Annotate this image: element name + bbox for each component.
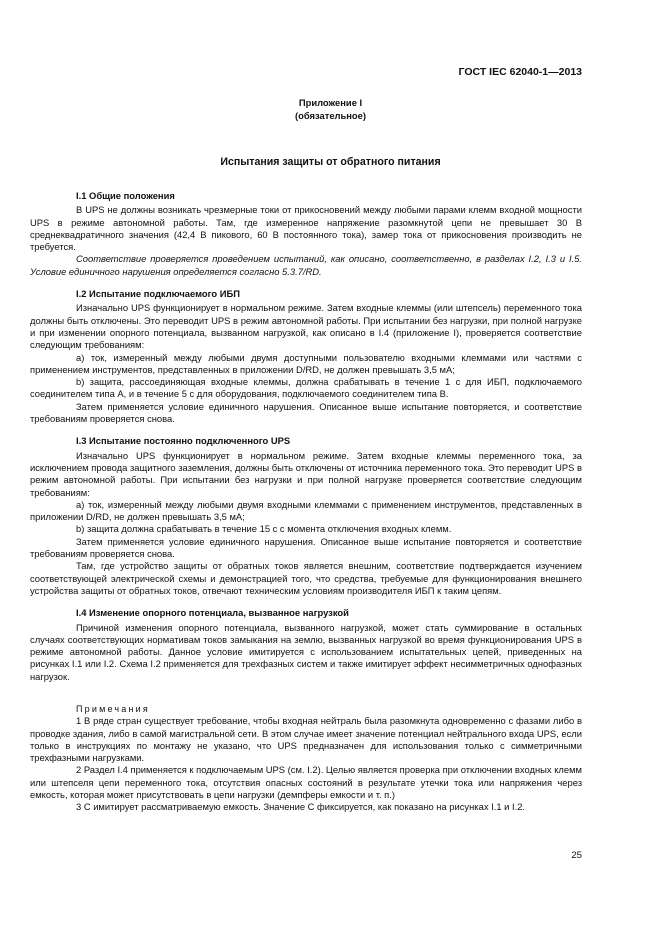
section-heading: I.3 Испытание постоянно подключенного UPS xyxy=(76,435,291,447)
list-item: b) защита должна срабатывать в течение 15 с с момента отключения входных клемм. xyxy=(76,523,452,535)
list-item: b) защита, рассоединяющая входные клеммы, должна срабатывать в течение 1 с для ИБП, подключаемого соединителем типа А, и в течение 5 с для оборудования, подключаемого соединителем типа В. xyxy=(30,376,582,400)
note-item: 2 Раздел I.4 применяется к подключаемым UPS (см. I.2). Целью является проверка при отключении входных клемм или штепселя цепи переменного тока, отсутствия опасных состояний в результате утечки тока или напряжения через емкость, которая может присутствовать в цепи нагрузки (демпферы емкости и т. п.) xyxy=(30,764,582,801)
note-item: 1 В ряде стран существует требование, чтобы входная нейтраль была разомкнута одновременно с фазами либо в проводке здания, либо в самой магистральной сети. В этом случае имеет значение потенциал нейтрального входа UPS, если только в инструкциях по монтажу не указано, что UPS предназначен для использования только с симметричными трехфазными нагрузками. xyxy=(30,715,582,764)
note-item: 3 С имитирует рассматриваемую емкость. Значение С фиксируется, как показано на рисунках I.1 и I.2. xyxy=(76,801,526,813)
annex-title: Приложение I xyxy=(298,97,363,108)
section-heading: I.4 Изменение опорного потенциала, вызванное нагрузкой xyxy=(76,607,349,619)
list-item: a) ток, измеренный между любыми двумя входными клеммами с применением инструментов, представленных в приложении D/RD, не должен превышать 3,5 мА; xyxy=(30,498,582,523)
paragraph: Там, где устройство защиты от обратных токов является внешним, соответствие подтверждается изучением соответствующей электрической схемы и демонстрацией того, что средства, требуемые для функционирования внешнего устройства защиты от обратных токов, отвечают техническим условиям производителя ИБП к таким цепям. xyxy=(30,560,582,596)
notes-heading: Примечания xyxy=(76,703,150,714)
paragraph: В UPS не должны возникать чрезмерные токи от прикосновений между любыми парами клемм входной мощности UPS в режиме автономной работы. Там, где измеренное напряжение разомкнутой цепи не превышает 30 В среднеквадратичного значения (42,4 В пикового, 60 В постоянного тока), замер тока от прикосновения производить не требуется. xyxy=(30,204,582,253)
page-title: Испытания защиты от обратного питания xyxy=(220,156,441,168)
paragraph: Изначально UPS функционирует в нормальном режиме. Затем входные клеммы (или штепсель) переменного тока должны быть отключены. Это переводит UPS в режим автономной работы. При испытании без нагрузки, при полной нагрузке и при изменении опорного потенциала, вызванном нагрузкой, как описано в I.4 (приложение I), проверяется соответствие следующим требованиям: xyxy=(30,302,582,351)
document-body xyxy=(30,186,582,814)
section-heading: I.1 Общие положения xyxy=(76,190,175,201)
paragraph-italic: Соответствие проверяется проведением испытаний, как описано, соответственно, в разделах I.2, I.3 и I.5. Условие единичного нарушения определяется согласно 5.3.7/RD. xyxy=(30,253,582,277)
annex-status: (обязательное) xyxy=(295,110,366,121)
annex-label xyxy=(0,96,661,122)
standard-header: ГОСТ IEC 62040-1—2013 xyxy=(458,66,582,78)
paragraph: Причиной изменения опорного потенциала, вызванного нагрузкой, может стать суммирование в остальных случаях соответствующих нормативам токов замыкания на землю, вызванных нагрузкой во время функционирования UPS в режиме автономной работы. Данное условие имитируется с использованием испытательных цепей, приведенных на рисунках I.1 или I.2. Схема I.2 применяется для трехфазных систем и также имитирует эффект несимметричных однофазных нагрузок. xyxy=(30,621,582,682)
paragraph: Затем применяется условие единичного нарушения. Описанное выше испытание повторяется, и соответствие требованиям проверяется снова. xyxy=(30,400,582,425)
list-item: a) ток, измеренный между любыми двумя доступными пользователю входными клеммами или частями с применением инструментов, представленных в приложении D/RD, не должен превышать 3,5 мА; xyxy=(30,351,582,375)
page-number: 25 xyxy=(571,850,582,861)
section-heading: I.2 Испытание подключаемого ИБП xyxy=(76,288,240,300)
paragraph: Затем применяется условие единичного нарушения. Описанное выше испытание повторяется и соответствие требованиям проверяется снова. xyxy=(30,535,582,560)
paragraph: Изначально UPS функционирует в нормальном режиме. Затем входные клеммы переменного тока, за исключением провода защитного заземления, должны быть отключены от источника переменного тока. Это переводит UPS в режим автономной работы. При испытании без нагрузки и при полной нагрузке проверяется соответствие следующим требованиям: xyxy=(30,449,582,498)
